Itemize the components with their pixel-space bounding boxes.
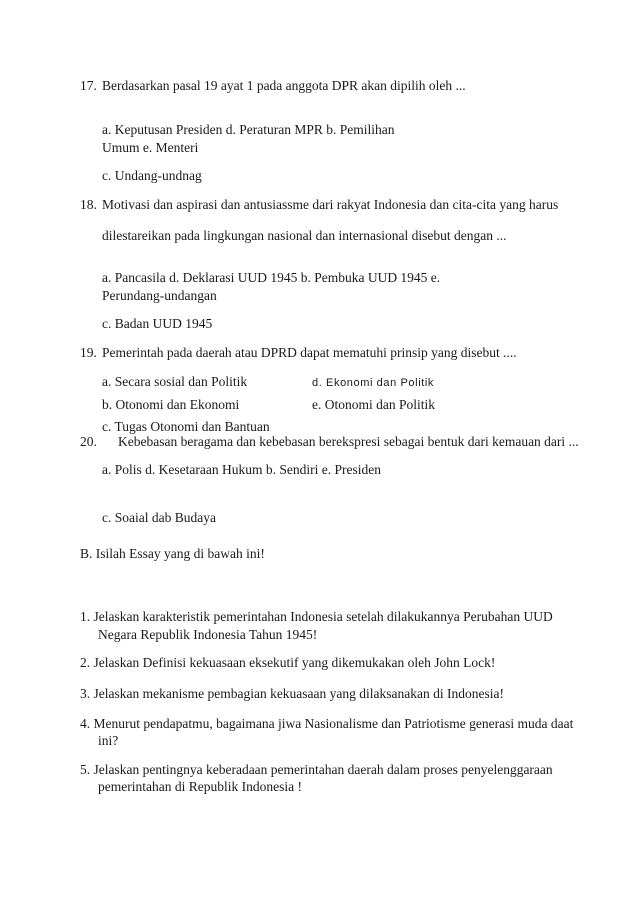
question-18-text-line2: dilestareikan pada lingkungan nasional dan internasional disebut dengan ...	[102, 228, 507, 243]
question-18-options-line2: Perundang-undangan	[102, 288, 217, 303]
question-19-option-d: d. Ekonomi dan Politik	[312, 377, 435, 389]
question-20-number: 20.	[80, 434, 97, 449]
question-20-options-line1: a. Polis d. Kesetaraan Hukum b. Sendiri e. Presiden	[102, 462, 381, 477]
question-17-options-line2: Umum e. Menteri	[102, 140, 199, 155]
essay-1-line1: 1. Jelaskan karakteristik pemerintahan Indonesia setelah dilakukannya Perubahan UUD	[80, 609, 553, 624]
question-19-option-e: e. Otonomi dan Politik	[312, 397, 435, 412]
question-18-text-line1: Motivasi dan aspirasi dan antusiassme dari rakyat Indonesia dan cita-cita yang harus	[102, 197, 559, 212]
question-19-option-b: b. Otonomi dan Ekonomi	[102, 397, 240, 412]
question-17-number: 17.	[80, 78, 97, 93]
essay-2: 2. Jelaskan Definisi kekuasaan eksekutif yang dikemukakan oleh John Lock!	[80, 655, 496, 670]
essay-4-line2: ini?	[98, 733, 119, 748]
essay-5-line1: 5. Jelaskan pentingnya keberadaan pemerintahan daerah dalam proses penyelenggaraan	[80, 762, 553, 777]
question-17-text: Berdasarkan pasal 19 ayat 1 pada anggota DPR akan dipilih oleh ...	[102, 78, 466, 93]
essay-3: 3. Jelaskan mekanisme pembagian kekuasaan yang dilaksanakan di Indonesia!	[80, 686, 504, 701]
essay-1-line2: Negara Republik Indonesia Tahun 1945!	[98, 627, 318, 642]
question-19-number: 19.	[80, 345, 97, 360]
essay-4-line1: 4. Menurut pendapatmu, bagaimana jiwa Nasionalisme dan Patriotisme generasi muda daat	[80, 716, 574, 731]
section-b-heading: B. Isilah Essay yang di bawah ini!	[80, 546, 265, 561]
question-19-text: Pemerintah pada daerah atau DPRD dapat mematuhi prinsip yang disebut ....	[102, 345, 517, 360]
essay-5-line2: pemerintahan di Republik Indonesia !	[98, 779, 302, 794]
question-20-option-c: c. Soaial dab Budaya	[102, 510, 216, 525]
question-18-options-line1: a. Pancasila d. Deklarasi UUD 1945 b. Pembuka UUD 1945 e.	[102, 270, 441, 285]
question-19-option-c: c. Tugas Otonomi dan Bantuan	[102, 419, 270, 434]
question-20-text: Kebebasan beragama dan kebebasan berekspresi sebagai bentuk dari kemauan dari ...	[118, 434, 579, 449]
question-18-number: 18.	[80, 197, 97, 212]
question-18-option-c: c. Badan UUD 1945	[102, 316, 213, 331]
question-19-option-a: a. Secara sosial dan Politik	[102, 374, 248, 389]
question-17-option-c: c. Undang-undnag	[102, 168, 202, 183]
question-17-options-line1: a. Keputusan Presiden d. Peraturan MPR b. Pemilihan	[102, 122, 395, 137]
